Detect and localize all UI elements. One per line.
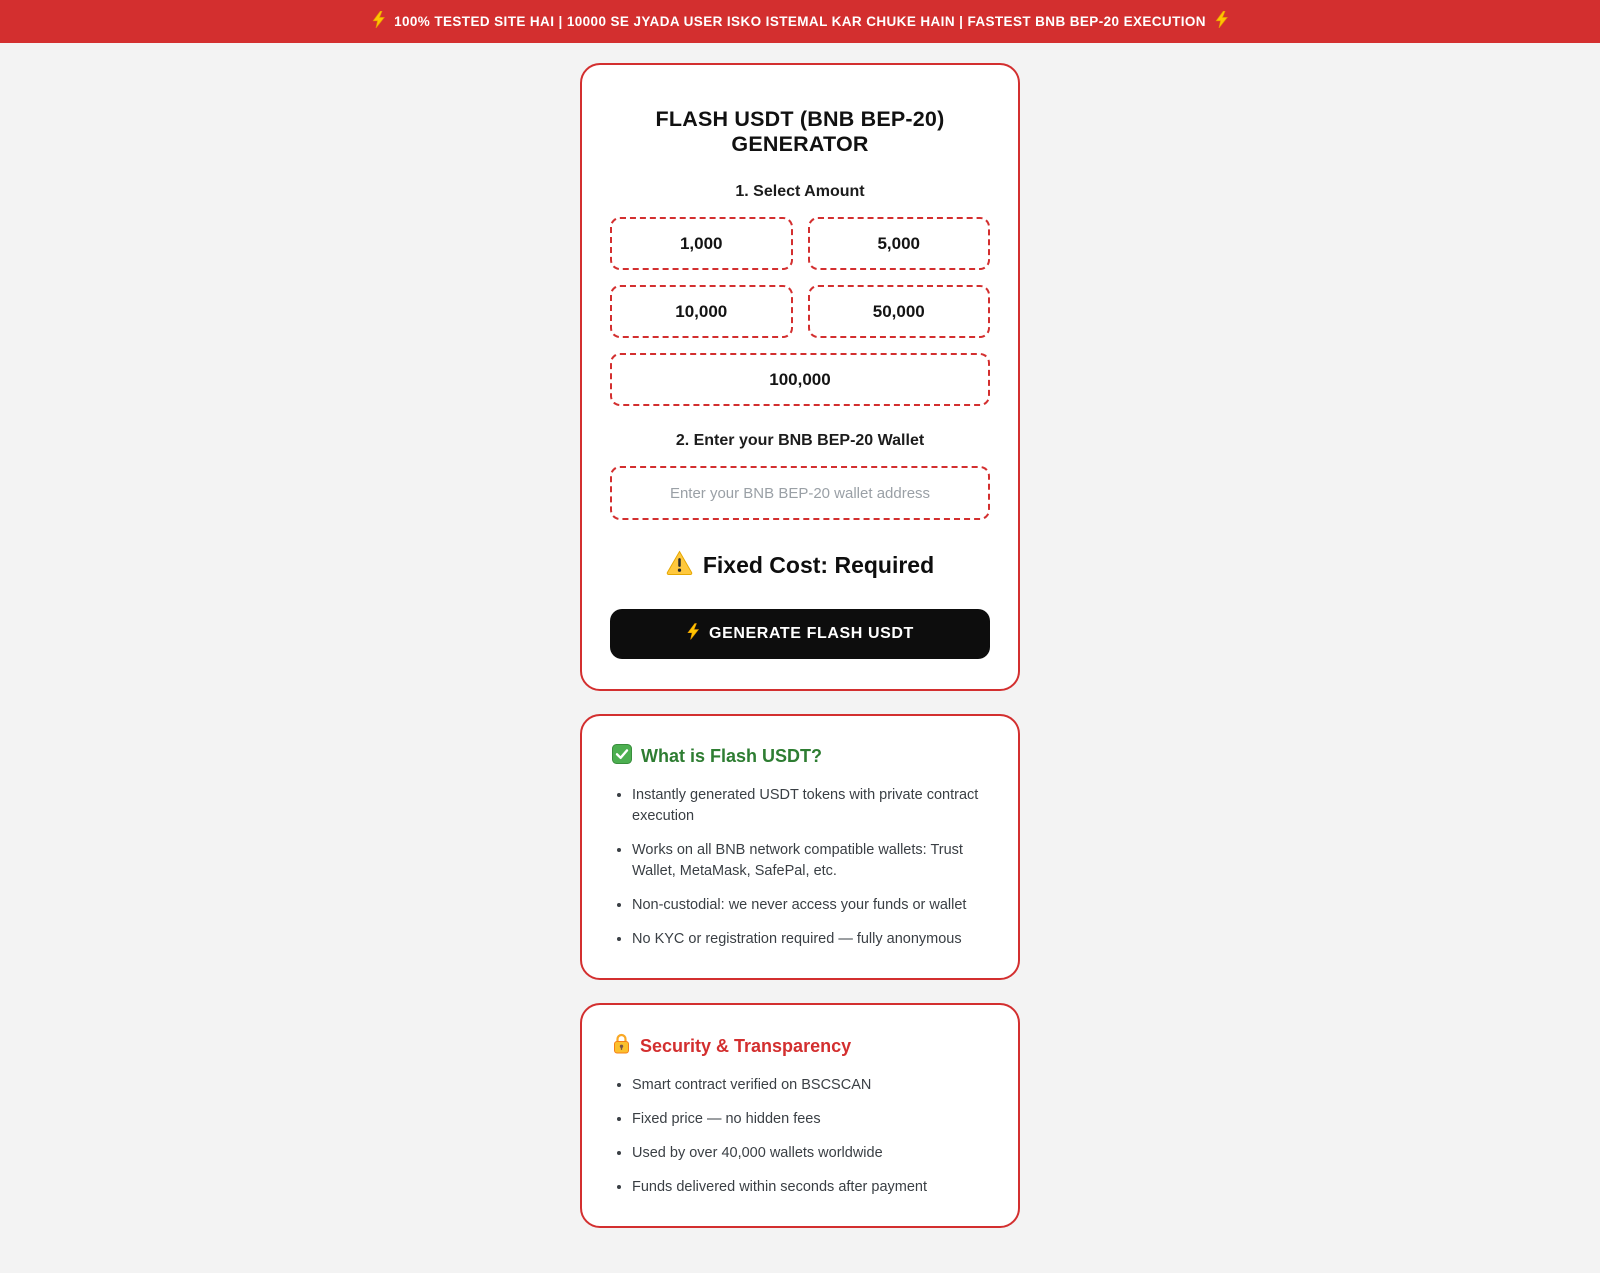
amount-button-50000[interactable]: 50,000 bbox=[808, 285, 991, 338]
amount-button-5000[interactable]: 5,000 bbox=[808, 217, 991, 270]
security-bullet-list bbox=[612, 1075, 988, 1198]
content-stack bbox=[580, 43, 1020, 1273]
banner-text: 100% TESTED SITE HAI | 10000 SE JYADA USER ISKO ISTEMAL KAR CHUKE HAIN | FASTEST BNB BEP-20 EXECUTION bbox=[394, 14, 1206, 29]
list-item: • Smart contract verified on BSCSCAN bbox=[632, 1075, 988, 1096]
info-card bbox=[580, 714, 1020, 980]
info-bullet-list bbox=[612, 785, 988, 950]
list-item: • Funds delivered within seconds after payment bbox=[632, 1177, 988, 1198]
wallet-address-input[interactable] bbox=[610, 466, 990, 520]
lightning-icon bbox=[1214, 11, 1229, 33]
security-card-title: Security & Transparency bbox=[640, 1035, 852, 1056]
info-card-title: What is Flash USDT? bbox=[641, 746, 823, 766]
amount-grid bbox=[610, 217, 990, 406]
fixed-cost-label: Fixed Cost: Required bbox=[702, 552, 935, 578]
info-card-heading bbox=[612, 744, 988, 769]
generator-card bbox=[580, 63, 1020, 691]
amount-button-1000[interactable]: 1,000 bbox=[610, 217, 793, 270]
amount-button-100000[interactable]: 100,000 bbox=[610, 353, 990, 406]
step2-label: 2. Enter your BNB BEP-20 Wallet bbox=[675, 432, 925, 449]
security-card-heading bbox=[612, 1033, 988, 1059]
lightning-icon bbox=[686, 623, 700, 645]
lock-icon bbox=[612, 1033, 631, 1059]
list-item: • No KYC or registration required — fully anonymous bbox=[632, 929, 988, 950]
list-item: • Instantly generated USDT tokens with private contract execution bbox=[632, 785, 988, 827]
list-item: • Non-custodial: we never access your funds or wallet bbox=[632, 895, 988, 916]
page-title: FLASH USDT (BNB BEP-20) GENERATOR bbox=[655, 107, 945, 156]
amount-button-10000[interactable]: 10,000 bbox=[610, 285, 793, 338]
step1-label: 1. Select Amount bbox=[735, 183, 865, 200]
fixed-cost-notice bbox=[610, 550, 990, 581]
warning-icon bbox=[666, 550, 693, 581]
generate-button[interactable] bbox=[610, 609, 990, 659]
list-item: • Fixed price — no hidden fees bbox=[632, 1109, 988, 1130]
security-card bbox=[580, 1003, 1020, 1228]
generate-button-label: GENERATE FLASH USDT bbox=[709, 625, 914, 642]
check-icon bbox=[612, 744, 632, 769]
lightning-icon bbox=[371, 11, 386, 33]
list-item: • Used by over 40,000 wallets worldwide bbox=[632, 1143, 988, 1164]
top-banner bbox=[0, 0, 1600, 43]
list-item: • Works on all BNB network compatible wallets: Trust Wallet, MetaMask, SafePal, etc. bbox=[632, 840, 988, 882]
